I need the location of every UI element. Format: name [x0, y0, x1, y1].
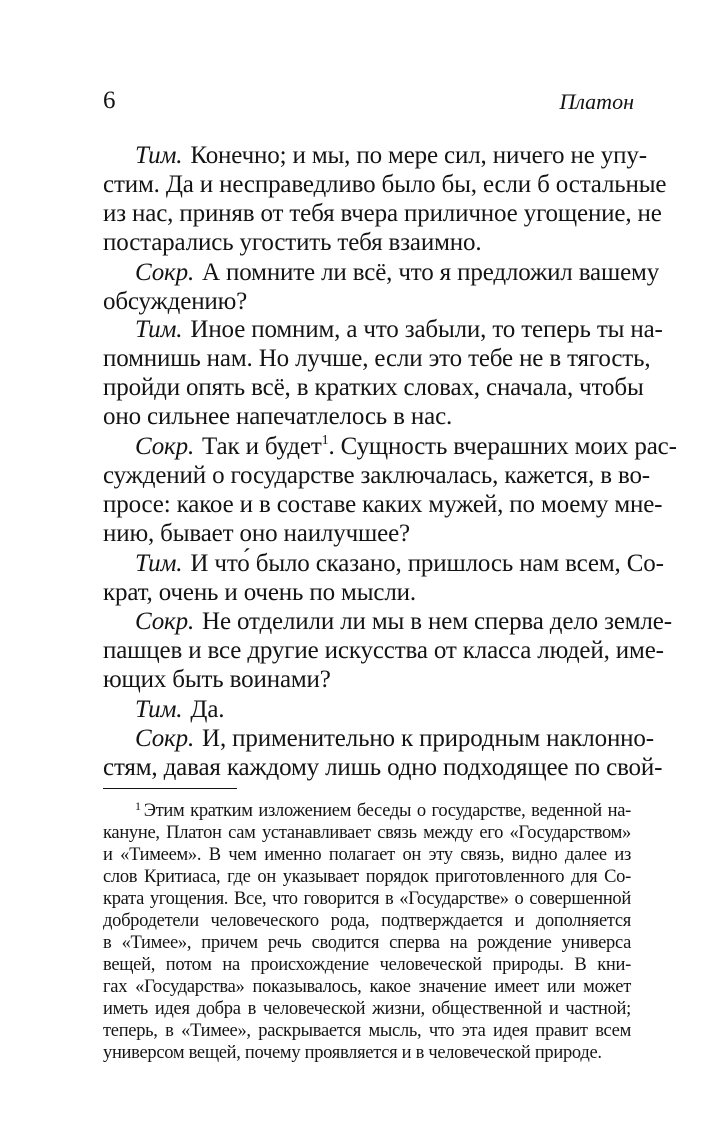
footnote-line: и «Тимеем». В чем именно полагает он эту связь, видно далее из — [103, 845, 631, 865]
text-line: из нас, приняв от тебя вчера приличное угощение, не — [103, 200, 662, 227]
line-text: Конечно; и мы, по мере сил, ничего не упу- — [190, 142, 647, 169]
footnote-line: в «Тимее», причем речь сводится сперва на рождение универса — [103, 933, 631, 953]
text-line — [103, 141, 647, 171]
text-line — [103, 315, 663, 345]
text-line: пашцев и все другие искусства от класса людей, име- — [103, 637, 664, 664]
text-line: помнишь нам. Но лучше, если это тебе не в тягость, — [103, 345, 651, 372]
footnote-line: добродетели человеческого рода, подтверждается и дополняется — [103, 911, 631, 931]
speaker-label: Тим. — [135, 550, 183, 577]
text-line: стим. Да и несправедливо было бы, если б остальные — [103, 171, 667, 198]
speaker-label: Тим. — [135, 316, 183, 343]
footnote-line: универсом вещей, почему проявляется и в человеческой природе. — [103, 1043, 602, 1063]
footnote-line: кануне, Платон сам устанавливает связь между его «Государством» — [103, 823, 631, 843]
speaker-label: Сокр. — [135, 433, 195, 460]
line-text: Так и будет — [202, 433, 322, 460]
text-line — [103, 607, 672, 637]
line-text: Иное помним, а что забыли, то теперь ты на- — [190, 316, 663, 343]
text-line: стям, давая каждому лишь одно подходящее по свой- — [103, 754, 663, 781]
page-number: 6 — [103, 87, 116, 114]
footnote-mark: 1 — [135, 799, 141, 813]
speaker-label: Сокр. — [135, 259, 195, 286]
line-text: И, применительно к природным наклонно- — [202, 725, 654, 752]
text-line — [103, 724, 654, 754]
line-text: Не отделили ли мы в нем сперва дело земле- — [202, 608, 672, 635]
speaker-label: Тим. — [135, 696, 183, 723]
footnote-separator — [103, 788, 237, 789]
text-line: ющих быть воинами? — [103, 666, 331, 693]
text-line: обсуждению? — [103, 288, 248, 315]
text-line: нию, бывает оно наилучшее? — [103, 520, 410, 547]
speaker-label: Тим. — [135, 142, 183, 169]
speaker-label: Сокр. — [135, 608, 195, 635]
footnote-line: крата угощения. Все, что говорится в «Государстве» о совершенной — [103, 889, 631, 909]
text-line — [103, 549, 664, 579]
text-line — [103, 695, 631, 725]
text-line — [103, 258, 660, 288]
footnote-line: теперь, в «Тимее», раскрывается мысль, что эта идея правит всем — [103, 1021, 631, 1041]
footnote-reference[interactable]: 1 — [321, 433, 329, 448]
text-line: суждений о государстве заключалась, кажется, в во- — [103, 462, 650, 489]
text-line: постарались угостить тебя взаимно. — [103, 229, 482, 256]
text-line: просе: какое и в составе каких мужей, по моему мне- — [103, 491, 663, 518]
text-line: оно сильнее напечатлелось в нас. — [103, 403, 453, 430]
line-text: . Сущность вчерашних моих рас- — [328, 433, 677, 460]
text-line: пройди опять всё, в кратких словах, сначала, чтобы — [103, 374, 644, 401]
text-line — [103, 432, 677, 462]
footnote-line: слов Критиаса, где он указывает порядок приготовленного для Со- — [103, 867, 631, 887]
running-title: Платон — [559, 89, 634, 114]
footnote-line: гах «Государства» показывалось, какое значение имеет или может — [103, 977, 631, 997]
speaker-label: Сокр. — [135, 725, 195, 752]
line-text: Этим кратким изложением беседы о государстве, веденной на- — [143, 801, 631, 821]
line-text: И что́ было сказано, пришлось нам всем, Со- — [190, 550, 664, 577]
footnote-line — [103, 800, 631, 823]
footnote-line: вещей, потом на происхождение человеческой природы. В кни- — [103, 955, 631, 975]
footnote-line: иметь идея добра в человеческой жизни, общественной и частной; — [103, 999, 631, 1019]
text-line: крат, очень и очень по мысли. — [103, 579, 416, 606]
line-text: Да. — [190, 696, 225, 723]
line-text: А помните ли всё, что я предложил вашему — [202, 259, 660, 286]
